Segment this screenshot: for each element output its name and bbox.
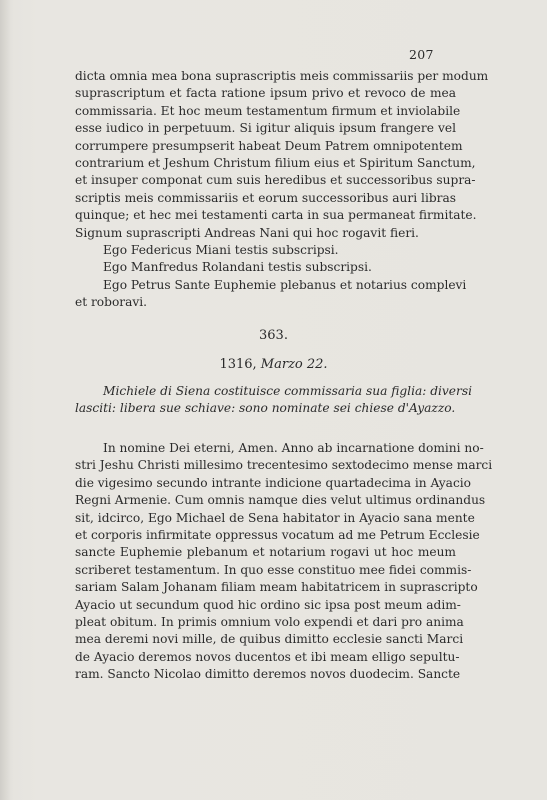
text-line: quinque; et hec mei testamenti carta in sua permaneat firmitate. xyxy=(75,208,477,223)
text-line: esse iudico in perpetuum. Si igitur aliquis ipsum frangere vel xyxy=(75,121,456,136)
body-line: et corporis infirmitate oppressus vocatum ad me Petrum Ecclesie xyxy=(75,528,480,543)
body-line: sit, idcirco, Ego Michael de Sena habitator in Ayacio sana mente xyxy=(75,510,475,525)
date-year: 1316, xyxy=(219,357,257,372)
witness-line: Ego Federicus Miani testis subscripsi. xyxy=(103,243,339,258)
body-line: stri Jeshu Christi millesimo trecentesimo sextodecimo mense marci xyxy=(75,458,493,473)
body-line: pleat obitum. In primis omnium volo expendi et dari pro anima xyxy=(75,615,464,630)
document-body xyxy=(75,440,493,684)
body-line: ram. Sancto Nicolao dimitto deremos novos duodecim. Sancte xyxy=(75,667,461,682)
body-line: Regni Armenie. Cum omnis namque dies velut ultimus ordinandus xyxy=(75,493,486,508)
document-date xyxy=(0,357,547,372)
body-line: mea deremi novi mille, de quibus dimitto ecclesie sancti Marci xyxy=(75,632,464,647)
body-line: In nomine Dei eterni, Amen. Anno ab incarnatione domini no- xyxy=(103,441,484,455)
witness-line: Ego Manfredus Rolandani testis subscripsi. xyxy=(103,260,372,275)
body-line: scriberet testamentum. In quo esse constituo mee fidei commis- xyxy=(75,562,472,577)
body-line: die vigesimo secundo intrante indicione quartadecima in Ayacio xyxy=(75,475,472,490)
document-summary xyxy=(75,383,472,418)
text-line: dicta omnia mea bona suprascriptis meis commissariis per modum xyxy=(75,69,489,83)
text-line: scriptis meis commissariis et eorum successoribus auri libras xyxy=(75,190,456,205)
body-line: sariam Salam Johanam filiam meam habitatricem in suprascripto xyxy=(75,580,478,595)
body-line: de Ayacio deremos novos ducentos et ibi meam elligo sepultu- xyxy=(75,649,460,664)
summary-line: lasciti: libera sue schiave: sono nominate sei chiese d'Ayazzo. xyxy=(75,401,456,416)
closing-line: et roboravi. xyxy=(75,295,148,310)
witness-line: Ego Petrus Sante Euphemie plebanus et notarius complevi xyxy=(103,277,467,292)
page-gutter xyxy=(0,0,10,800)
body-line: sancte Euphemie plebanum et notarium rogavi ut hoc meum xyxy=(75,545,456,560)
text-line: corrumpere presumpserit habeat Deum Patrem omnipotentem xyxy=(75,138,463,153)
text-line: suprascriptum et facta ratione ipsum privo et revoco de mea xyxy=(75,86,456,101)
date-month-day: Marzo 22. xyxy=(260,357,328,372)
body-line: Ayacio ut secundum quod hic ordino sic ipsa post meum adim- xyxy=(75,597,461,612)
text-line: contrarium et Jeshum Christum filium eius et Spiritum Sanctum, xyxy=(75,156,476,171)
text-line: Signum suprascripti Andreas Nani qui hoc rogavit fieri. xyxy=(75,225,419,240)
summary-line: Michiele di Siena costituisce commissaria sua figlia: diversi xyxy=(103,384,472,398)
previous-document-text xyxy=(75,68,489,312)
text-line: et insuper componat cum suis heredibus et successoribus supra- xyxy=(75,173,476,188)
document-number: 363. xyxy=(259,328,288,343)
text-line: commissaria. Et hoc meum testamentum firmum et inviolabile xyxy=(75,103,461,118)
page-number: 207 xyxy=(409,47,434,62)
